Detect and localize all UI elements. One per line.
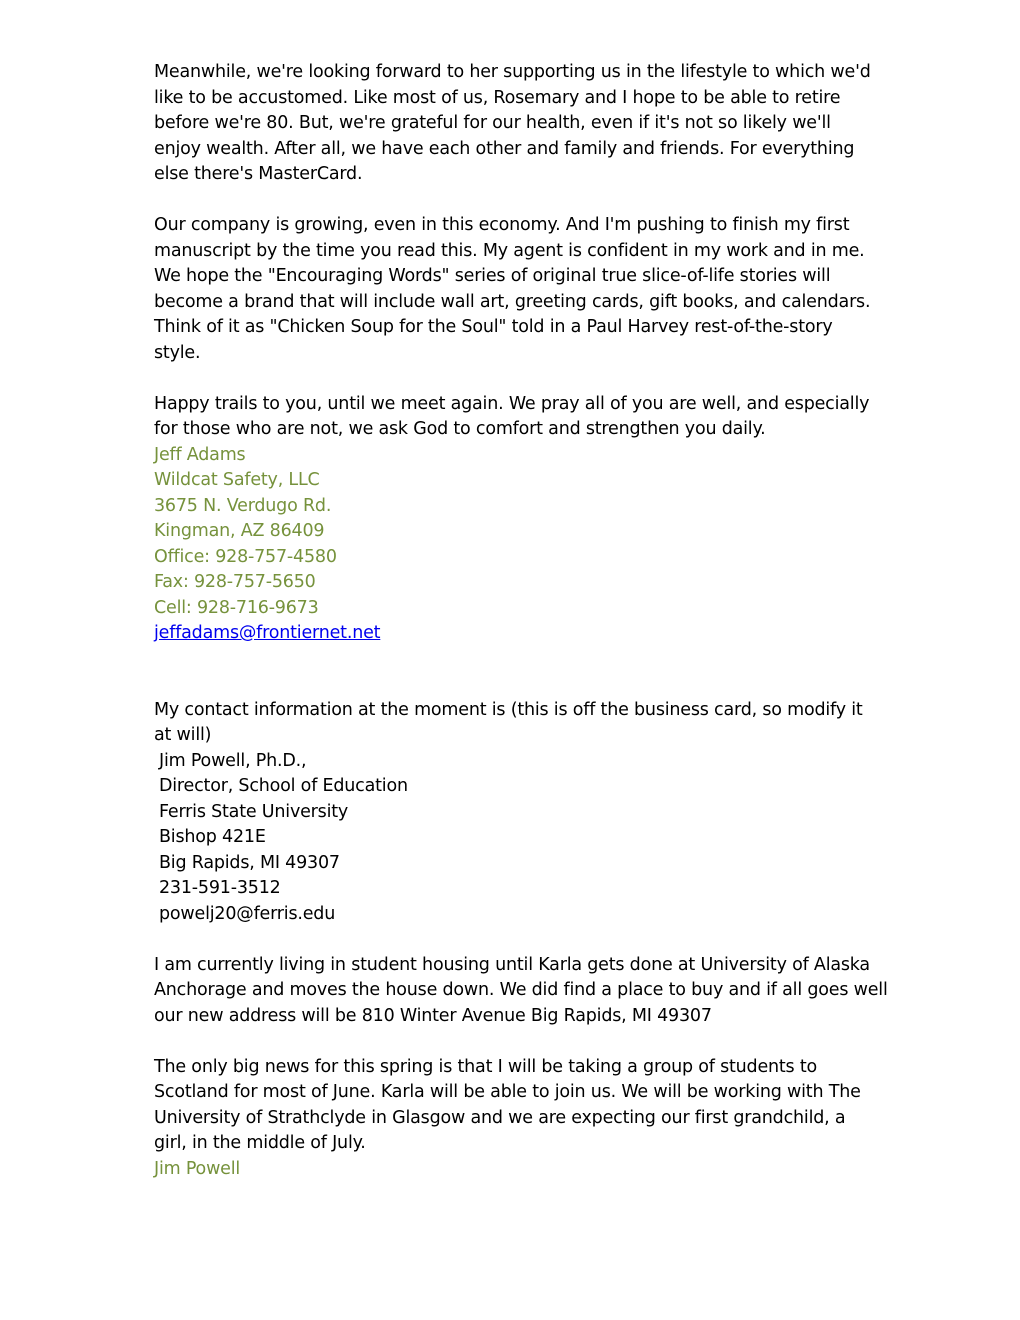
paragraph-lifestyle — [154, 60, 884, 188]
signature-city: Kingman, AZ 86409 — [154, 521, 325, 541]
text-line: The only big news for this spring is that I will be taking a group of students to — [154, 1056, 818, 1077]
signature-company: Wildcat Safety, LLC — [154, 470, 320, 490]
text-line: girl, in the middle of July. — [154, 1133, 366, 1153]
signature-street: 3675 N. Verdugo Rd. — [154, 495, 332, 516]
text-line: become a brand that will include wall art, greeting cards, gift books, and calendars. — [154, 291, 871, 312]
signature-fax: Fax: 928-757-5650 — [154, 572, 316, 592]
text-line: like to be accustomed. Like most of us, Rosemary and I hope to be able to retire — [154, 87, 841, 108]
paragraph-spacer — [154, 647, 884, 698]
contact-title: Director, School of Education — [159, 776, 408, 796]
text-line: before we're 80. But, we're grateful for our health, even if it's not so likely we'll — [154, 113, 831, 133]
contact-university: Ferris State University — [159, 801, 349, 822]
contact-email: powelj20@ferris.edu — [159, 903, 336, 924]
paragraph-housing — [154, 953, 888, 1030]
paragraph-happy-trails — [154, 392, 884, 443]
text-line: Happy trails to you, until we meet again. We pray all of you are well, and especially — [154, 393, 870, 414]
text-line: style. — [154, 342, 201, 363]
paragraph-spacer — [154, 366, 884, 392]
text-line: our new address will be 810 Winter Avenue Big Rapids, MI 49307 — [154, 1005, 712, 1026]
paragraph-spacer — [154, 188, 884, 214]
text-line: Think of it as "Chicken Soup for the Soul" told in a Paul Harvey rest-of-the-story — [154, 317, 833, 337]
signature-name: Jim Powell — [154, 1158, 241, 1179]
signature-name: Jeff Adams — [154, 444, 246, 465]
contact-office: Bishop 421E — [159, 827, 266, 847]
text-line: enjoy wealth. After all, we have each other and family and friends. For everything — [154, 138, 855, 159]
text-line: manuscript by the time you read this. My agent is confident in my work and in me. — [154, 240, 865, 261]
contact-block-jim-powell — [154, 749, 884, 928]
text-line: I am currently living in student housing until Karla gets done at University of Alaska — [154, 954, 870, 975]
text-line: Anchorage and moves the house down. We did find a place to buy and if all goes well — [154, 980, 888, 1000]
signature-email-link[interactable]: jeffadams@frontiernet.net — [154, 623, 381, 643]
paragraph-big-news — [154, 1055, 884, 1157]
text-line: Our company is growing, even in this economy. And I'm pushing to finish my first — [154, 215, 850, 235]
paragraph-spacer — [154, 1029, 884, 1055]
text-line: My contact information at the moment is (this is off the business card, so modify it — [154, 699, 863, 720]
signature-cell: Cell: 928-716-9673 — [154, 597, 319, 618]
contact-phone: 231-591-3512 — [159, 878, 281, 898]
text-line: Meanwhile, we're looking forward to her supporting us in the lifestyle to which we'd — [154, 62, 871, 82]
text-line: Scotland for most of June. Karla will be able to join us. We will be working with The — [154, 1082, 861, 1102]
paragraph-company — [154, 213, 884, 366]
text-line: at will) — [154, 725, 212, 745]
document-page — [154, 60, 888, 1182]
text-line: for those who are not, we ask God to comfort and strengthen you daily. — [154, 419, 766, 439]
signature-jeff-adams — [154, 443, 884, 647]
paragraph-spacer — [154, 927, 884, 953]
contact-name: Jim Powell, Ph.D., — [159, 750, 307, 771]
text-line: else there's MasterCard. — [154, 164, 363, 184]
signature-jim-powell — [154, 1157, 884, 1183]
signature-office-phone: Office: 928-757-4580 — [154, 546, 337, 567]
contact-city: Big Rapids, MI 49307 — [159, 852, 340, 873]
paragraph-contact-intro — [154, 698, 884, 749]
text-line: We hope the "Encouraging Words" series of original true slice-of-life stories will — [154, 266, 831, 286]
text-line: University of Strathclyde in Glasgow and we are expecting our first grandchild, a — [154, 1107, 846, 1128]
